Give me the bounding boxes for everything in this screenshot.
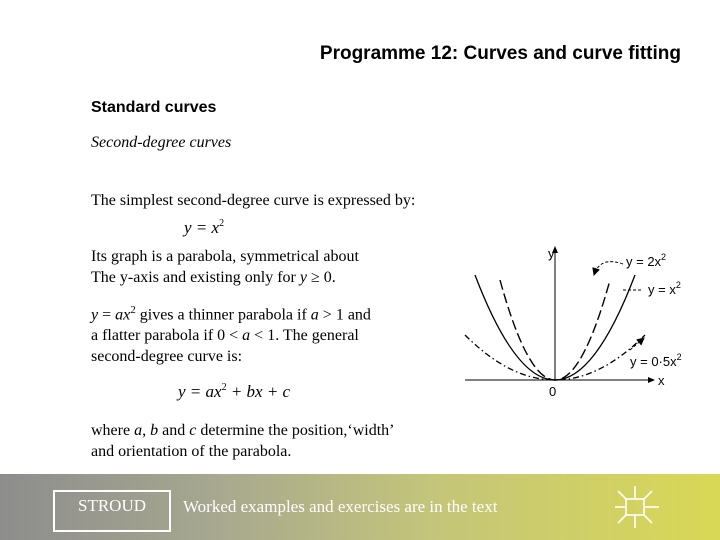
general-curve-line: second-degree curve is: [91,348,243,366]
parabola-width-text [91,300,371,367]
equation-exponent: 2 [219,218,225,229]
coefficients-text [91,420,395,462]
equation-y-equals-x-squared [184,218,224,238]
label-y-0-5x2: $y = 0\cdot 5x^2$ [630,352,682,369]
general-equation-part1: y = ax [178,382,222,401]
origin-label: 0 [549,384,557,399]
math-var: c [189,422,197,439]
text-span: > 1 and [318,306,371,324]
math-exponent: 2 [130,304,136,316]
parabola-graph [460,238,720,403]
label-y-2x2: $y = 2x^2$ [626,252,667,269]
page-header: Programme 12: Curves and curve fitting [319,43,681,64]
x-axis-arrow-icon [648,377,655,383]
section-title: Standard curves [91,99,217,116]
math-var: a [310,306,319,324]
text-span: ≥ 0. [306,269,336,286]
text-span: and [158,422,190,439]
text-span: gives a thinner parabola if [135,306,311,324]
section-subtitle: Second-degree curves [91,134,232,151]
where-line [91,420,395,441]
general-equation-part2: + bx + c [226,382,291,401]
text-span: determine the position,‘width’ [196,422,395,439]
text-span: a flatter parabola if 0 < [91,327,243,345]
stroud-logo: STROUD [53,490,171,532]
graph-description-line2 [91,267,359,288]
math-var: y [299,269,307,286]
text-span: , [142,422,151,439]
text-span: where [91,422,135,439]
math-var: b [150,422,159,439]
general-equation [178,382,290,402]
x-axis-label: x [658,373,665,388]
math-var: y [91,306,99,324]
math-var: ax [115,306,131,324]
leader-arrow-0-5x2 [630,338,644,350]
text-span: The y-axis and existing only for [91,269,300,286]
flatter-line [91,325,371,346]
footer-caption: Worked examples and exercises are in the text [183,497,498,516]
y-axis-label: y [548,246,555,261]
thinner-line [91,300,371,325]
leader-arrow-2x2 [594,262,623,275]
equation-base: y = x [184,218,220,237]
general-equation-exponent: 2 [221,382,227,393]
compass-icon [612,482,662,532]
graph-description-line1: Its graph is a parabola, symmetrical about [91,248,359,265]
graph-description [91,246,359,288]
text-span: < 1. The general [250,327,359,345]
label-y-x2: $y = x^2$ [648,280,681,297]
math-var: a [242,327,251,345]
orientation-line: and orientation of the parabola. [91,443,292,460]
text-span: = [98,306,116,324]
intro-text: The simplest second-degree curve is expressed by: [91,192,416,209]
math-var: a [134,422,143,439]
